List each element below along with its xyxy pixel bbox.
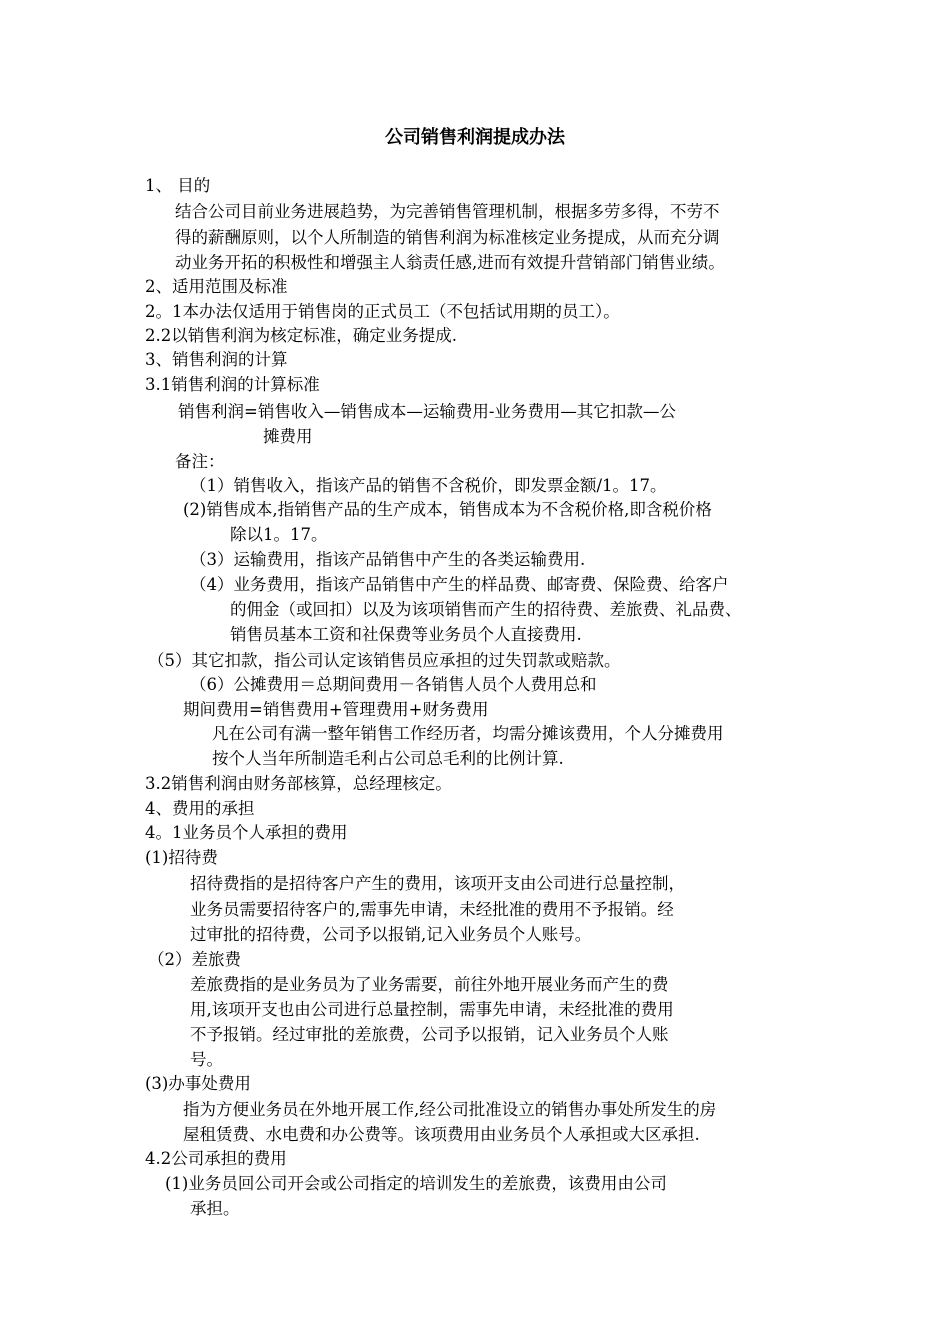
paragraph-line: 过审批的招待费，公司予以报销,记入业务员个人账号。 — [190, 925, 592, 944]
paragraph-line: 不予报销。经过审批的差旅费，公司予以报销，记入业务员个人账 — [190, 1025, 669, 1044]
clause-line: 3.2销售利润由财务部核算，总经理核定。 — [145, 774, 452, 793]
clause-line: 4。1业务员个人承担的费用 — [145, 823, 348, 842]
paragraph-line: 指为方便业务员在外地开展工作,经公司批准设立的销售办事处所发生的房 — [183, 1100, 717, 1119]
paragraph-line: 招待费指的是招待客户产生的费用，该项开支由公司进行总量控制， — [190, 874, 685, 893]
section-heading: 2、适用范围及标准 — [145, 277, 288, 296]
note-item: 销售员基本工资和社保费等业务员个人直接费用. — [230, 625, 582, 644]
note-label: 备注： — [175, 452, 225, 471]
section-heading: 4、费用的承担 — [145, 799, 255, 818]
clause-line: 4.2公司承担的费用 — [145, 1149, 287, 1168]
section-heading: 1、 目的 — [145, 176, 211, 195]
formula-line: 期间费用=销售费用+管理费用+财务费用 — [183, 700, 489, 719]
clause-line: 3.1销售利润的计算标准 — [145, 375, 320, 394]
note-item: (2)销售成本,指销售产品的生产成本，销售成本为不含税价格,即含税价格 — [183, 500, 712, 519]
section-heading: 3、销售利润的计算 — [145, 350, 288, 369]
subsection-heading: （2）差旅费 — [148, 950, 241, 969]
paragraph-line: 凡在公司有满一整年销售工作经历者，均需分摊该费用，个人分摊费用 — [212, 724, 724, 743]
paragraph-line: 承担。 — [190, 1199, 240, 1218]
clause-line: 2。1本办法仅适用于销售岗的正式员工（不包括试用期的员工）。 — [145, 302, 620, 321]
paragraph-line: 动业务开拓的积极性和增强主人翁责任感,进而有效提升营销部门销售业绩。 — [175, 253, 725, 272]
formula-line: 销售利润=销售收入—销售成本—运输费用-业务费用—其它扣款—公 — [178, 402, 676, 421]
subsection-heading: (3)办事处费用 — [145, 1074, 251, 1093]
note-item: （4）业务费用，指该产品销售中产生的样品费、邮寄费、保险费、给客户 — [190, 575, 729, 594]
paragraph-line: 差旅费指的是业务员为了业务需要，前往外地开展业务而产生的费 — [190, 975, 669, 994]
formula-line: 摊费用 — [263, 427, 313, 446]
paragraph-line: (1)业务员回公司开会或公司指定的培训发生的差旅费，该费用由公司 — [165, 1174, 667, 1193]
note-item: （3）运输费用，指该产品销售中产生的各类运输费用. — [190, 550, 586, 569]
note-item: 的佣金（或回扣）以及为该项销售而产生的招待费、差旅费、礼品费、 — [230, 600, 742, 619]
subsection-heading: (1)招待费 — [145, 848, 218, 867]
paragraph-line: 业务员需要招待客户的,需事先申请，未经批准的费用不予报销。经 — [190, 900, 674, 919]
note-item: （6）公摊费用＝总期间费用－各销售人员个人费用总和 — [190, 675, 597, 694]
note-item: 除以1。17。 — [230, 525, 328, 544]
paragraph-line: 用,该项开支也由公司进行总量控制，需事先申请，未经批准的费用 — [190, 1000, 674, 1019]
note-item: （5）其它扣款，指公司认定该销售员应承担的过失罚款或赔款。 — [148, 651, 621, 670]
document-title: 公司销售利润提成办法 — [385, 127, 565, 148]
paragraph-line: 号。 — [190, 1050, 223, 1069]
paragraph-line: 得的薪酬原则，以个人所制造的销售利润为标准核定业务提成，从而充分调 — [175, 228, 720, 247]
paragraph-line: 按个人当年所制造毛利占公司总毛利的比例计算. — [212, 749, 564, 768]
paragraph-line: 结合公司目前业务进展趋势，为完善销售管理机制，根据多劳多得，不劳不 — [175, 202, 720, 221]
clause-line: 2.2以销售利润为核定标准，确定业务提成. — [145, 326, 457, 345]
paragraph-line: 屋租赁费、水电费和办公费等。该项费用由业务员个人承担或大区承担. — [183, 1125, 700, 1144]
note-item: （1）销售收入，指该产品的销售不含税价，即发票金额/1。17。 — [190, 476, 667, 495]
